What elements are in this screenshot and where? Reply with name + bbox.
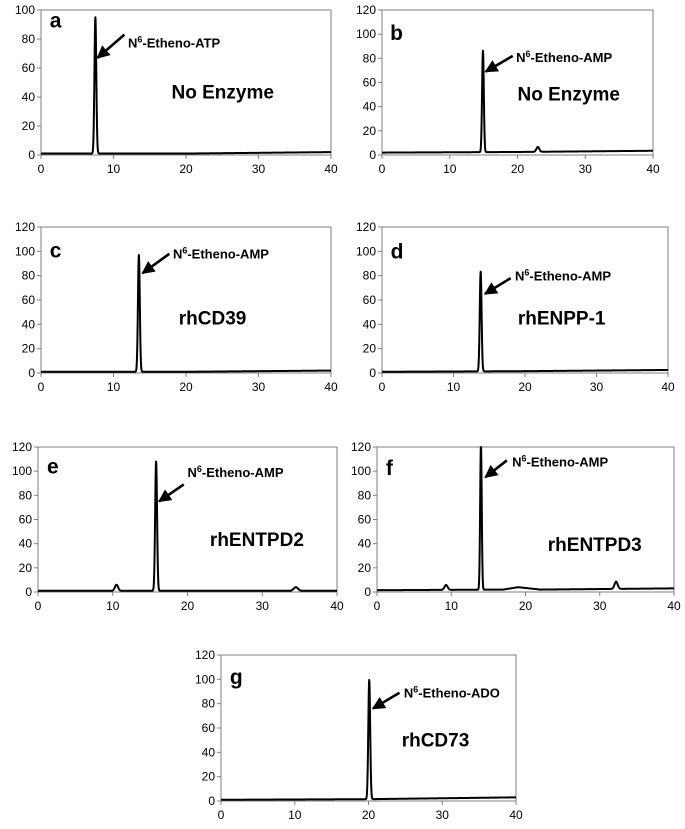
peak-label-rest: -Etheno-AMP — [529, 268, 612, 284]
x-tick-label: 0 — [373, 599, 381, 613]
y-tick-label: 20 — [18, 560, 32, 575]
x-tick-label: 30 — [251, 162, 266, 176]
y-tick-label: 100 — [355, 27, 376, 42]
y-tick-label: 60 — [362, 293, 376, 307]
y-tick-label: 0 — [369, 366, 376, 380]
peak-label-rest: -Etheno-ATP — [142, 35, 221, 51]
y-tick-label: 0 — [28, 366, 35, 380]
x-tick-label: 20 — [518, 599, 533, 613]
peak-label — [516, 49, 612, 65]
y-tick-label: 100 — [194, 672, 215, 687]
y-tick-label: 40 — [21, 90, 35, 104]
peak-label — [512, 453, 608, 469]
peak-label-sup: 6 — [525, 48, 531, 59]
x-tick-label: 0 — [378, 162, 386, 176]
peak-arrow — [373, 693, 400, 709]
peak-label-main: N — [514, 268, 525, 284]
peak-label-sup: 6 — [182, 245, 188, 256]
peak-label-sup: 6 — [521, 453, 527, 464]
peak-arrow — [486, 56, 513, 72]
condition-label: rhENTPD3 — [547, 534, 642, 556]
x-tick-label: 30 — [435, 808, 449, 822]
y-tick-label: 60 — [362, 75, 376, 90]
y-tick-label: 80 — [357, 488, 371, 503]
x-tick-label: 20 — [180, 599, 195, 613]
y-tick-label: 80 — [362, 268, 376, 283]
condition-label: No Enzyme — [517, 84, 620, 106]
peak-label-sup: 6 — [196, 464, 202, 475]
y-tick-label: 60 — [21, 293, 35, 307]
panel-letter: b — [390, 22, 403, 46]
x-tick-label: 10 — [106, 599, 120, 613]
peak-label-rest: -Etheno-AMP — [526, 454, 609, 470]
chart-panel-c — [15, 220, 338, 394]
x-tick-label: 0 — [37, 380, 45, 394]
x-tick-label: 10 — [446, 380, 461, 394]
condition-label: rhENTPD2 — [209, 530, 304, 552]
chromatogram-trace — [38, 462, 337, 591]
y-tick-label: 80 — [201, 696, 215, 711]
y-tick-label: 80 — [18, 488, 32, 503]
x-tick-label: 20 — [361, 808, 376, 822]
y-tick-label: 60 — [357, 512, 371, 527]
x-tick-label: 20 — [510, 162, 525, 176]
x-tick-label: 10 — [443, 162, 457, 176]
peak-label-rest: -Etheno-AMP — [187, 246, 269, 262]
x-tick-label: 20 — [179, 380, 193, 394]
y-tick-label: 20 — [21, 341, 35, 356]
peak-label-main: N — [128, 35, 138, 51]
y-tick-label: 40 — [362, 317, 376, 332]
y-tick-label: 60 — [201, 721, 215, 735]
x-tick-label: 30 — [593, 599, 607, 613]
chart-panel-e — [12, 440, 344, 613]
panel-letter: e — [46, 455, 59, 479]
y-tick-label: 20 — [357, 560, 371, 575]
x-tick-label: 40 — [324, 162, 338, 176]
peak-label-rest: -Etheno-AMP — [530, 49, 613, 65]
peak-label-sup: 6 — [413, 684, 419, 695]
chromatogram-trace — [377, 447, 674, 590]
peak-label — [173, 246, 269, 262]
y-tick-label: 80 — [21, 32, 35, 46]
x-tick-label: 40 — [667, 599, 681, 613]
peak-label — [188, 464, 284, 480]
plot-frame — [377, 447, 674, 592]
y-tick-label: 100 — [355, 244, 376, 259]
x-tick-label: 0 — [37, 162, 45, 176]
y-tick-label: 60 — [18, 512, 32, 527]
peak-arrow — [98, 35, 125, 58]
y-tick-label: 80 — [362, 51, 376, 66]
peak-label — [128, 35, 220, 51]
x-tick-label: 10 — [444, 599, 458, 613]
panel-letter: a — [49, 9, 62, 33]
chart-panel-g — [195, 648, 523, 822]
peak-label-main: N — [512, 454, 522, 470]
y-tick-label: 80 — [21, 268, 35, 283]
y-tick-label: 40 — [18, 536, 32, 551]
condition-label: rhENPP-1 — [517, 308, 606, 330]
x-tick-label: 40 — [646, 162, 660, 176]
y-tick-label: 40 — [201, 745, 215, 760]
peak-arrow — [159, 484, 184, 501]
peak-label-sup: 6 — [524, 267, 530, 278]
y-tick-label: 0 — [369, 148, 376, 162]
x-tick-label: 30 — [589, 380, 604, 394]
y-tick-label: 120 — [355, 3, 376, 17]
peak-label-main: N — [403, 685, 414, 701]
x-tick-label: 40 — [330, 599, 344, 613]
x-tick-label: 10 — [106, 162, 121, 176]
condition-label: rhCD39 — [178, 308, 247, 330]
condition-label: No Enzyme — [171, 82, 274, 104]
x-tick-label: 20 — [179, 162, 193, 176]
peak-label-rest: -Etheno-AMP — [201, 465, 284, 481]
y-tick-label: 120 — [194, 648, 215, 662]
peak-label-main: N — [172, 246, 183, 262]
y-tick-label: 0 — [364, 585, 371, 599]
x-tick-label: 40 — [661, 380, 675, 394]
y-tick-label: 40 — [357, 536, 371, 551]
panel-letter: g — [229, 666, 243, 690]
peak-arrow — [485, 460, 507, 477]
peak-label-sup: 6 — [137, 34, 143, 45]
condition-label: rhCD73 — [401, 730, 470, 752]
y-tick-label: 20 — [362, 341, 376, 356]
y-tick-label: 20 — [362, 123, 376, 138]
x-tick-label: 30 — [251, 380, 266, 394]
x-tick-label: 0 — [34, 599, 42, 613]
x-tick-label: 0 — [217, 808, 225, 822]
peak-label — [515, 268, 611, 284]
peak-arrow — [485, 278, 511, 294]
chart-panel-a — [15, 3, 338, 176]
y-tick-label: 100 — [350, 464, 371, 479]
peak-label-main: N — [516, 49, 526, 65]
chart-panel-b — [356, 3, 660, 176]
panel-letter: f — [385, 456, 393, 480]
x-tick-label: 40 — [324, 380, 338, 394]
y-tick-label: 100 — [11, 464, 32, 479]
y-tick-label: 60 — [21, 61, 35, 75]
y-tick-label: 0 — [25, 585, 32, 599]
y-tick-label: 120 — [11, 440, 32, 454]
y-tick-label: 120 — [350, 440, 371, 454]
y-tick-label: 0 — [28, 148, 35, 162]
y-tick-label: 100 — [14, 3, 35, 17]
panel-letter: c — [49, 239, 62, 263]
x-tick-label: 0 — [378, 380, 386, 394]
y-tick-label: 20 — [21, 119, 35, 133]
plot-frame — [382, 227, 668, 373]
y-tick-label: 120 — [355, 220, 376, 234]
y-tick-label: 0 — [208, 794, 215, 808]
y-tick-label: 20 — [201, 769, 215, 784]
y-tick-label: 40 — [21, 317, 35, 332]
plot-frame — [382, 10, 653, 155]
chart-panel-d — [356, 220, 675, 394]
x-tick-label: 30 — [578, 162, 592, 176]
panel-letter: d — [390, 240, 404, 264]
y-tick-label: 120 — [14, 220, 35, 234]
x-tick-label: 10 — [106, 380, 121, 394]
peak-label — [404, 685, 500, 701]
peak-label-main: N — [187, 465, 197, 481]
y-tick-label: 40 — [362, 99, 376, 114]
peak-label-rest: -Etheno-ADO — [418, 685, 500, 701]
peak-arrow — [143, 254, 170, 273]
x-tick-label: 20 — [518, 380, 532, 394]
y-tick-label: 100 — [14, 244, 35, 259]
x-tick-label: 40 — [509, 808, 523, 822]
x-tick-label: 10 — [288, 808, 302, 822]
x-tick-label: 30 — [255, 599, 269, 613]
chart-panel-f — [351, 440, 681, 613]
